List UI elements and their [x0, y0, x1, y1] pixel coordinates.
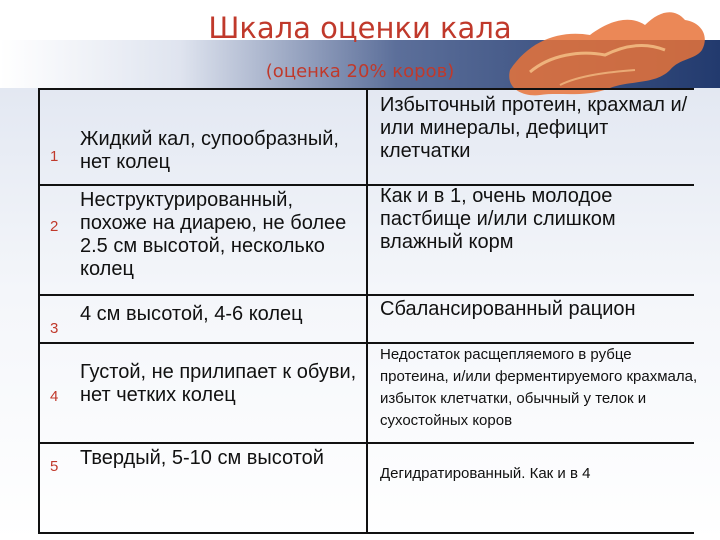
table-left-edge	[38, 88, 40, 534]
row-description: Неструктурированный, похоже на диарею, не более 2.5 см высотой, несколько колец	[80, 189, 347, 280]
row-number: 5	[50, 458, 59, 475]
row-cause: Недостаток расщепляемого в рубце протеина, и/или ферментируемого крахмала, избыток клетчатки, обычный у телок и сухостойных коров	[380, 346, 698, 429]
row-cause: Избыточный протеин, крахмал и/или минералы, дефицит клетчатки	[380, 94, 688, 162]
row-number: 4	[50, 388, 59, 405]
row-description: 4 см высотой, 4-6 колец	[80, 303, 303, 325]
row-cause: Дегидратированный. Как и в 4	[380, 465, 591, 482]
column-divider	[366, 88, 368, 534]
row-description: Жидкий кал, супообразный, нет колец	[80, 128, 339, 173]
row-number: 3	[50, 320, 59, 337]
slide-title: Шкала оценки кала	[208, 11, 512, 45]
row-cause: Как и в 1, очень молодое пастбище и/или слишком влажный корм	[380, 185, 616, 253]
slide-subtitle: (оценка 20% коров)	[265, 61, 455, 82]
row-cause: Сбалансированный рацион	[380, 298, 636, 320]
row-description: Твердый, 5-10 см высотой	[80, 447, 324, 469]
row-number: 1	[50, 148, 59, 165]
row-description: Густой, не прилипает к обуви, нет четких колец	[80, 361, 357, 406]
row-number: 2	[50, 218, 59, 235]
